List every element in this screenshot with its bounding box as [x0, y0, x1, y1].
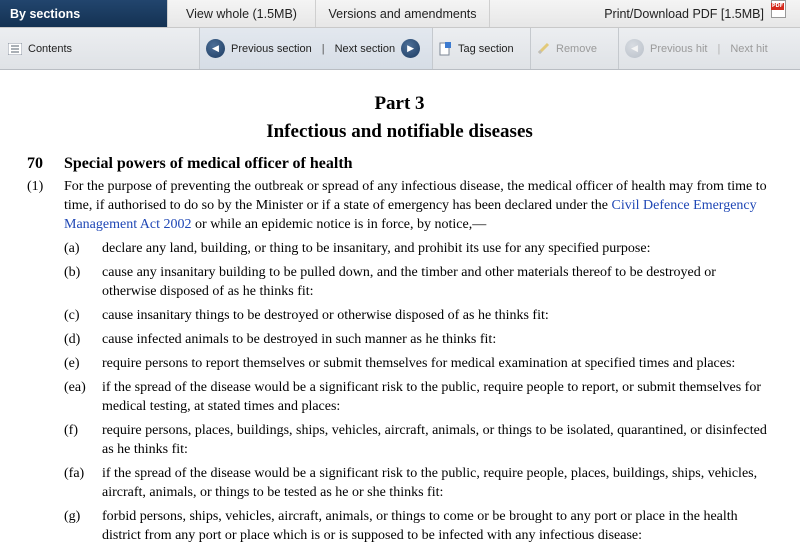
paragraph-text: cause infected animals to be destroyed in such manner as he thinks fit:: [102, 332, 497, 347]
paragraph-label: (f): [64, 423, 78, 438]
list-icon: [8, 43, 22, 55]
paragraph-ea: [27, 378, 772, 416]
previous-hit-button[interactable]: Previous hit: [650, 42, 708, 55]
paragraph-text: cause any insanitary building to be pulled down, and the timber and other materials thereof to be destroyed or otherwise disposed of as he thinks fit:: [102, 265, 716, 299]
paragraph-label: (fa): [64, 466, 85, 481]
section-number: 70: [27, 155, 43, 172]
pdf-file-icon[interactable]: [771, 0, 786, 18]
arrow-left-circle-icon[interactable]: ◀: [625, 39, 644, 58]
paragraph-label: (ea): [64, 380, 86, 395]
subsection-text-after: or while an epidemic notice is in force, by notice,—: [191, 217, 487, 232]
section-heading: [27, 153, 772, 175]
paragraph-label: (e): [64, 356, 80, 371]
previous-section-button[interactable]: Previous section: [231, 42, 312, 55]
paragraph-text: require persons, places, buildings, ships, vehicles, aircraft, animals, or things to be isolated, quarantined, or disinfected as he thinks fit:: [102, 423, 767, 457]
paragraph-label: (g): [64, 509, 81, 524]
paragraph-text: forbid persons, ships, vehicles, aircraft, animals, or things to come or be brought to any port or place in the health district from any port or place which is or is supposed to be infected with any infectious disease:: [102, 509, 738, 543]
nav-separator: |: [321, 42, 325, 55]
remove-button[interactable]: [531, 28, 619, 69]
tab-print-pdf-label: Print/Download PDF [1.5MB]: [604, 6, 764, 21]
paragraph-d: [27, 330, 772, 349]
remove-label: Remove: [556, 42, 597, 55]
hit-navigation: [619, 28, 800, 69]
paragraph-text: if the spread of the disease would be a significant risk to the public, require people to report, or submit themselves for medical testing, at stated times and places:: [102, 380, 761, 414]
view-tabs: [0, 0, 800, 28]
contents-button[interactable]: [0, 28, 200, 69]
pdf-icon-label: PDF: [771, 3, 784, 9]
paragraph-b: [27, 263, 772, 301]
subsection-label: (1): [27, 179, 44, 194]
arrow-right-circle-icon[interactable]: ▶: [401, 39, 420, 58]
contents-label: Contents: [28, 42, 73, 55]
subsection-text-before: For the purpose of preventing the outbreak or spread of any infectious disease, the medical officer of health may from time to time, if authorised to do so by the Minister or if a state of emergency has been declared under the: [64, 179, 767, 213]
paragraph-text: declare any land, building, or thing to be insanitary, and prohibit its use for any specified purpose:: [102, 241, 651, 256]
next-hit-button[interactable]: Next hit: [730, 42, 768, 55]
tag-section-label: Tag section: [458, 42, 514, 55]
hit-separator: |: [717, 42, 721, 55]
paragraph-f: [27, 421, 772, 459]
civil-defence-act-link[interactable]: Civil Defence Emergency Management Act 2002: [64, 198, 757, 232]
paragraph-label: (a): [64, 241, 80, 256]
legislation-content: [0, 90, 800, 545]
paragraph-label: (c): [64, 308, 80, 323]
tab-by-sections-label: By sections: [10, 6, 81, 21]
paragraph-e: [27, 354, 772, 373]
tag-section-button[interactable]: [433, 28, 531, 69]
tab-by-sections[interactable]: [0, 0, 168, 27]
section-title: Special powers of medical officer of health: [64, 155, 353, 172]
arrow-left-circle-icon[interactable]: ◀: [206, 39, 225, 58]
tab-view-whole[interactable]: [168, 0, 316, 27]
subsection: [27, 177, 772, 234]
toolbar: [0, 28, 800, 70]
paragraph-g: [27, 507, 772, 545]
subsection-text: [64, 177, 772, 234]
next-section-button[interactable]: Next section: [334, 42, 396, 55]
paragraph-c: [27, 306, 772, 325]
tag-icon: [439, 42, 452, 56]
paragraph-text: require persons to report themselves or submit themselves for medical examination at specified times and places:: [102, 356, 736, 371]
paragraph-label: (b): [64, 265, 81, 280]
part-number: Part 3: [374, 93, 425, 114]
section-navigation: [200, 28, 433, 69]
paragraph-a: [27, 239, 772, 258]
paragraph-label: (d): [64, 332, 81, 347]
paragraph-text: cause insanitary things to be destroyed or otherwise disposed of as he thinks fit:: [102, 308, 549, 323]
tab-versions-label: Versions and amendments: [328, 6, 477, 21]
part-title: Infectious and notifiable diseases: [266, 121, 533, 142]
paragraph-text: if the spread of the disease would be a significant risk to the public, require people, places, buildings, ships, vehicles, aircraft, animals, or things to be tested as he or she thinks fit:: [102, 466, 758, 500]
tab-view-whole-label: View whole (1.5MB): [186, 6, 297, 21]
tab-versions-and-amendments[interactable]: [316, 0, 490, 27]
paragraph-fa: [27, 464, 772, 502]
tab-print-download-pdf[interactable]: [490, 0, 800, 27]
pencil-icon: [537, 42, 550, 55]
